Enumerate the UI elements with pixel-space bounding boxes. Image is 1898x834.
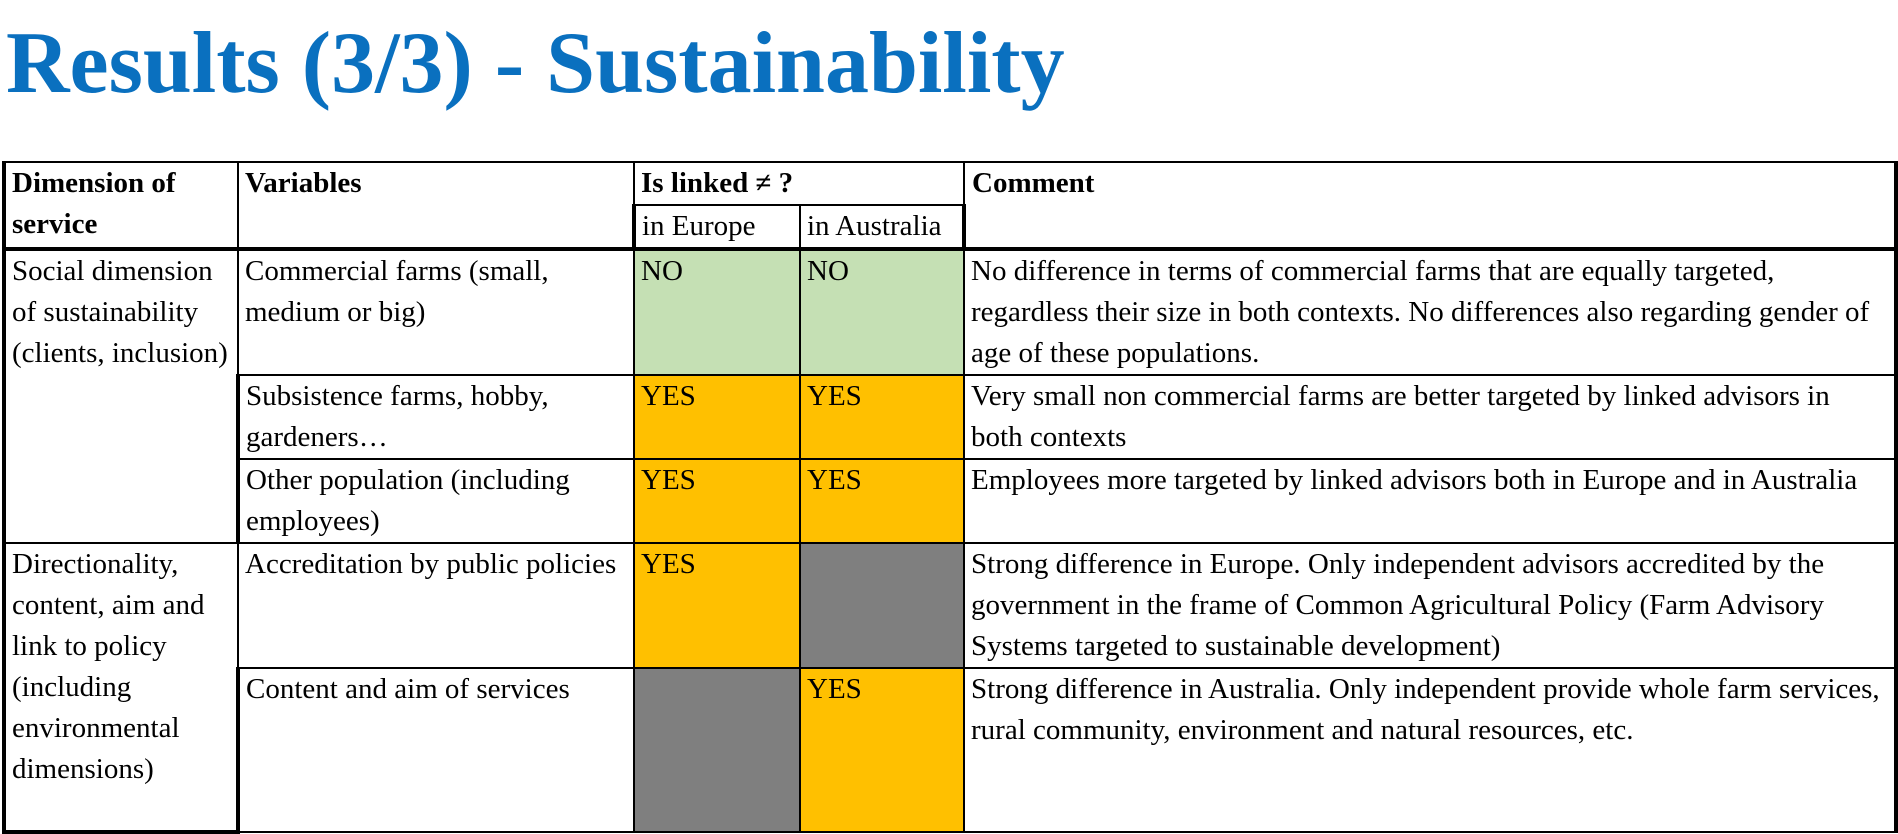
table-row — [4, 668, 1896, 832]
europe-cell — [634, 668, 800, 832]
variable-cell: Commercial farms (small, medium or big) — [238, 249, 634, 375]
comment-cell: No difference in terms of commercial farms that are equally targeted, regardless their size in both contexts. No differences also regarding gender of age of these populations. — [964, 249, 1896, 375]
comment-cell: Strong difference in Australia. Only independent provide whole farm services, rural community, environment and natural resources, etc. — [964, 668, 1896, 832]
page-title: Results (3/3) - Sustainability — [6, 15, 1065, 112]
table-row — [4, 375, 1896, 459]
australia-cell — [800, 543, 964, 668]
variable-cell: Content and aim of services — [238, 668, 634, 832]
results-table — [2, 161, 1898, 834]
australia-cell: NO — [800, 249, 964, 375]
europe-cell: YES — [634, 543, 800, 668]
australia-cell: YES — [800, 668, 964, 832]
comment-cell: Employees more targeted by linked advisors both in Europe and in Australia — [964, 459, 1896, 543]
header-comment: Comment — [964, 162, 1896, 249]
comment-cell: Strong difference in Europe. Only independent advisors accredited by the government in the frame of Common Agricultural Policy (Farm Advisory Systems targeted to sustainable development) — [964, 543, 1896, 668]
header-row — [4, 162, 1896, 205]
header-variables: Variables — [238, 162, 634, 249]
variable-cell: Accreditation by public policies — [238, 543, 634, 668]
table-row — [4, 249, 1896, 375]
australia-cell: YES — [800, 375, 964, 459]
variable-cell: Other population (including employees) — [238, 459, 634, 543]
europe-cell: YES — [634, 459, 800, 543]
australia-cell: YES — [800, 459, 964, 543]
header-dimension: Dimension of service — [4, 162, 238, 249]
europe-cell: YES — [634, 375, 800, 459]
comment-cell: Very small non commercial farms are better targeted by linked advisors in both contexts — [964, 375, 1896, 459]
table-row — [4, 543, 1896, 668]
header-linked: Is linked ≠ ? — [634, 162, 964, 205]
header-europe: in Europe — [634, 205, 800, 249]
header-australia: in Australia — [800, 205, 964, 249]
dimension-cell: Directionality, content, aim and link to policy (including environmental dimensions) — [4, 543, 238, 832]
europe-cell: NO — [634, 249, 800, 375]
variable-cell: Subsistence farms, hobby, gardeners… — [238, 375, 634, 459]
table-row — [4, 459, 1896, 543]
dimension-cell: Social dimension of sustainability (clients, inclusion) — [4, 249, 238, 543]
